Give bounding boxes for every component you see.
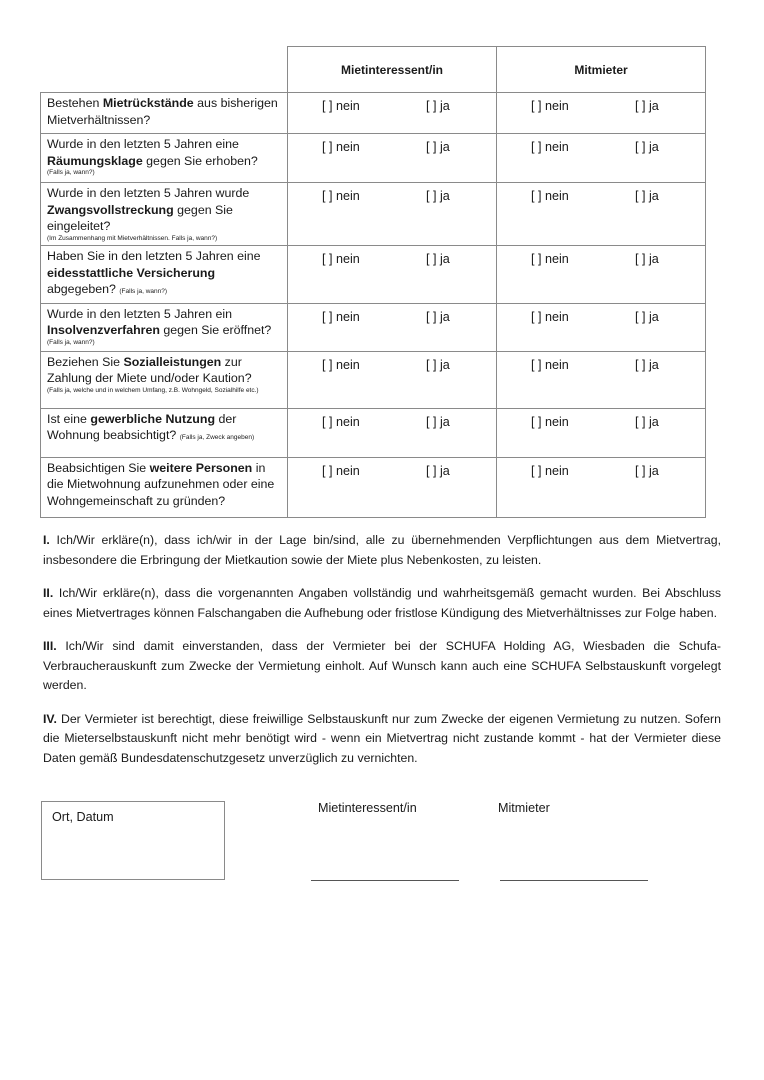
cotenant-signature-label: Mitmieter bbox=[498, 801, 550, 815]
header-cotenant: Mitmieter bbox=[497, 47, 706, 93]
declaration-2: II. Ich/Wir erkläre(n), dass die vorgenannten Angaben vollständig und wahrheitsgemäß gemacht wurden. Bei Abschluss eines Mietvertrages können Falschangaben die Aufhebung oder fristlose Kündigung des Mietverhältnisses zur Folge haben. bbox=[43, 586, 721, 620]
declaration-1: I. Ich/Wir erkläre(n), dass ich/wir in der Lage bin/sind, alle zu übernehmenden Verpflichtungen aus dem Mietvertrag, insbesondere die Erbringung der Mietkaution sowie der Miete plus Nebenkosten, zu leisten. bbox=[43, 533, 721, 567]
question-row bbox=[41, 93, 706, 134]
cotenant-no-checkbox[interactable]: [ ] nein bbox=[531, 252, 569, 266]
tenant-yes-checkbox[interactable]: [ ] ja bbox=[426, 99, 450, 113]
question-row bbox=[41, 303, 706, 351]
question-row bbox=[41, 408, 706, 457]
questionnaire-table bbox=[40, 46, 706, 518]
question-text: Beziehen Sie Sozialleistungen zur Zahlung der Miete und/oder Kaution? (Falls ja, welche und in welchem Umfang, z.B. Wohngeld, Sozialhilfe etc.) bbox=[41, 351, 288, 408]
question-row bbox=[41, 351, 706, 408]
cotenant-answer-cell bbox=[497, 303, 706, 351]
declaration-3: III. Ich/Wir sind damit einverstanden, dass der Vermieter bei der SCHUFA Holding AG, Wiesbaden die Schufa-Verbraucherauskunft zum Zwecke der Vermietung einholt. Auf Wunsch kann auch eine SCHUFA Selbstauskunft vorgelegt werden. bbox=[43, 639, 721, 692]
declarations bbox=[43, 531, 721, 782]
tenant-no-checkbox[interactable]: [ ] nein bbox=[322, 463, 360, 478]
cotenant-yes-checkbox[interactable]: [ ] ja bbox=[635, 463, 659, 478]
cotenant-no-checkbox[interactable]: [ ] nein bbox=[531, 99, 569, 113]
tenant-answer-cell bbox=[288, 303, 497, 351]
tenant-answer-cell bbox=[288, 457, 497, 517]
cotenant-answer-cell bbox=[497, 183, 706, 246]
tenant-yes-checkbox[interactable]: [ ] ja bbox=[426, 140, 450, 154]
cotenant-answer-cell bbox=[497, 351, 706, 408]
tenant-yes-checkbox[interactable]: [ ] ja bbox=[426, 309, 450, 324]
tenant-yes-checkbox[interactable]: [ ] ja bbox=[426, 189, 450, 203]
tenant-answer-cell bbox=[288, 134, 497, 183]
question-text: Ist eine gewerbliche Nutzung der Wohnung beabsichtigt? (Falls ja, Zweck angeben) bbox=[41, 408, 288, 457]
tenant-no-checkbox[interactable]: [ ] nein bbox=[322, 140, 360, 154]
cotenant-answer-cell bbox=[497, 93, 706, 134]
tenant-signature-label: Mietinteressent/in bbox=[318, 801, 417, 815]
tenant-yes-checkbox[interactable]: [ ] ja bbox=[426, 414, 450, 429]
cotenant-answer-cell bbox=[497, 246, 706, 304]
question-row bbox=[41, 183, 706, 246]
tenant-no-checkbox[interactable]: [ ] nein bbox=[322, 414, 360, 429]
tenant-answer-cell bbox=[288, 183, 497, 246]
tenant-no-checkbox[interactable]: [ ] nein bbox=[322, 189, 360, 203]
question-text: Bestehen Mietrückstände aus bisherigen Mietverhältnissen? bbox=[41, 93, 288, 134]
question-hint: (Falls ja, welche und in welchem Umfang, z.B. Wohngeld, Sozialhilfe etc.) bbox=[47, 386, 259, 394]
place-date-label: Ort, Datum bbox=[52, 810, 114, 824]
cotenant-answer-cell bbox=[497, 134, 706, 183]
tenant-signature-line[interactable] bbox=[311, 880, 459, 881]
cotenant-no-checkbox[interactable]: [ ] nein bbox=[531, 189, 569, 203]
question-hint: (Falls ja, wann?) bbox=[47, 338, 95, 346]
tenant-yes-checkbox[interactable]: [ ] ja bbox=[426, 357, 450, 372]
question-row bbox=[41, 246, 706, 304]
cotenant-yes-checkbox[interactable]: [ ] ja bbox=[635, 357, 659, 372]
question-hint: (Im Zusammenhang mit Mietverhältnissen. Falls ja, wann?) bbox=[47, 234, 218, 242]
cotenant-yes-checkbox[interactable]: [ ] ja bbox=[635, 414, 659, 429]
tenant-no-checkbox[interactable]: [ ] nein bbox=[322, 252, 360, 266]
cotenant-no-checkbox[interactable]: [ ] nein bbox=[531, 309, 569, 324]
place-date-field[interactable] bbox=[41, 801, 225, 880]
cotenant-no-checkbox[interactable]: [ ] nein bbox=[531, 414, 569, 429]
question-text: Beabsichtigen Sie weitere Personen in die Mietwohnung aufzunehmen oder eine Wohngemeinschaft zu gründen? bbox=[41, 457, 288, 517]
tenant-answer-cell bbox=[288, 246, 497, 304]
tenant-answer-cell bbox=[288, 408, 497, 457]
tenant-yes-checkbox[interactable]: [ ] ja bbox=[426, 252, 450, 266]
tenant-answer-cell bbox=[288, 351, 497, 408]
cotenant-no-checkbox[interactable]: [ ] nein bbox=[531, 357, 569, 372]
cotenant-yes-checkbox[interactable]: [ ] ja bbox=[635, 140, 659, 154]
tenant-no-checkbox[interactable]: [ ] nein bbox=[322, 357, 360, 372]
tenant-no-checkbox[interactable]: [ ] nein bbox=[322, 309, 360, 324]
question-text: Wurde in den letzten 5 Jahren eine Räumungsklage gegen Sie erhoben? (Falls ja, wann?) bbox=[41, 134, 288, 183]
cotenant-no-checkbox[interactable]: [ ] nein bbox=[531, 463, 569, 478]
header-tenant: Mietinteressent/in bbox=[288, 47, 497, 93]
declaration-4: IV. Der Vermieter ist berechtigt, diese freiwillige Selbstauskunft nur zum Zwecke der eigenen Vermietung zu nutzen. Sofern die Mieterselbstauskunft nicht mehr benötigt wird - wenn ein Mietvertrag nicht zustande kommt - hat der Vermieter diese Daten gemäß Bundesdatenschutzgesetz unverzüglich zu vernichten. bbox=[43, 711, 721, 765]
question-text: Wurde in den letzten 5 Jahren ein Insolvenzverfahren gegen Sie eröffnet? (Falls ja, wann?) bbox=[41, 303, 288, 351]
cotenant-yes-checkbox[interactable]: [ ] ja bbox=[635, 189, 659, 203]
cotenant-yes-checkbox[interactable]: [ ] ja bbox=[635, 252, 659, 266]
cotenant-signature-line[interactable] bbox=[500, 880, 648, 881]
question-row bbox=[41, 457, 706, 517]
tenant-no-checkbox[interactable]: [ ] nein bbox=[322, 99, 360, 113]
question-row bbox=[41, 134, 706, 183]
question-text: Wurde in den letzten 5 Jahren wurde Zwangsvollstreckung gegen Sie eingeleitet? (Im Zusammenhang mit Mietverhältnissen. Falls ja, wann?) bbox=[41, 183, 288, 246]
cotenant-yes-checkbox[interactable]: [ ] ja bbox=[635, 309, 659, 324]
table-corner bbox=[41, 47, 288, 93]
question-hint: (Falls ja, wann?) bbox=[119, 288, 168, 295]
cotenant-yes-checkbox[interactable]: [ ] ja bbox=[635, 99, 659, 113]
question-hint: (Falls ja, Zweck angeben) bbox=[179, 434, 255, 441]
question-hint: (Falls ja, wann?) bbox=[47, 169, 95, 176]
cotenant-answer-cell bbox=[497, 408, 706, 457]
cotenant-no-checkbox[interactable]: [ ] nein bbox=[531, 140, 569, 154]
tenant-answer-cell bbox=[288, 93, 497, 134]
question-text: Haben Sie in den letzten 5 Jahren eine eidesstattliche Versicherung abgegeben? (Falls ja, wann?) bbox=[41, 246, 288, 304]
cotenant-answer-cell bbox=[497, 457, 706, 517]
tenant-yes-checkbox[interactable]: [ ] ja bbox=[426, 463, 450, 478]
